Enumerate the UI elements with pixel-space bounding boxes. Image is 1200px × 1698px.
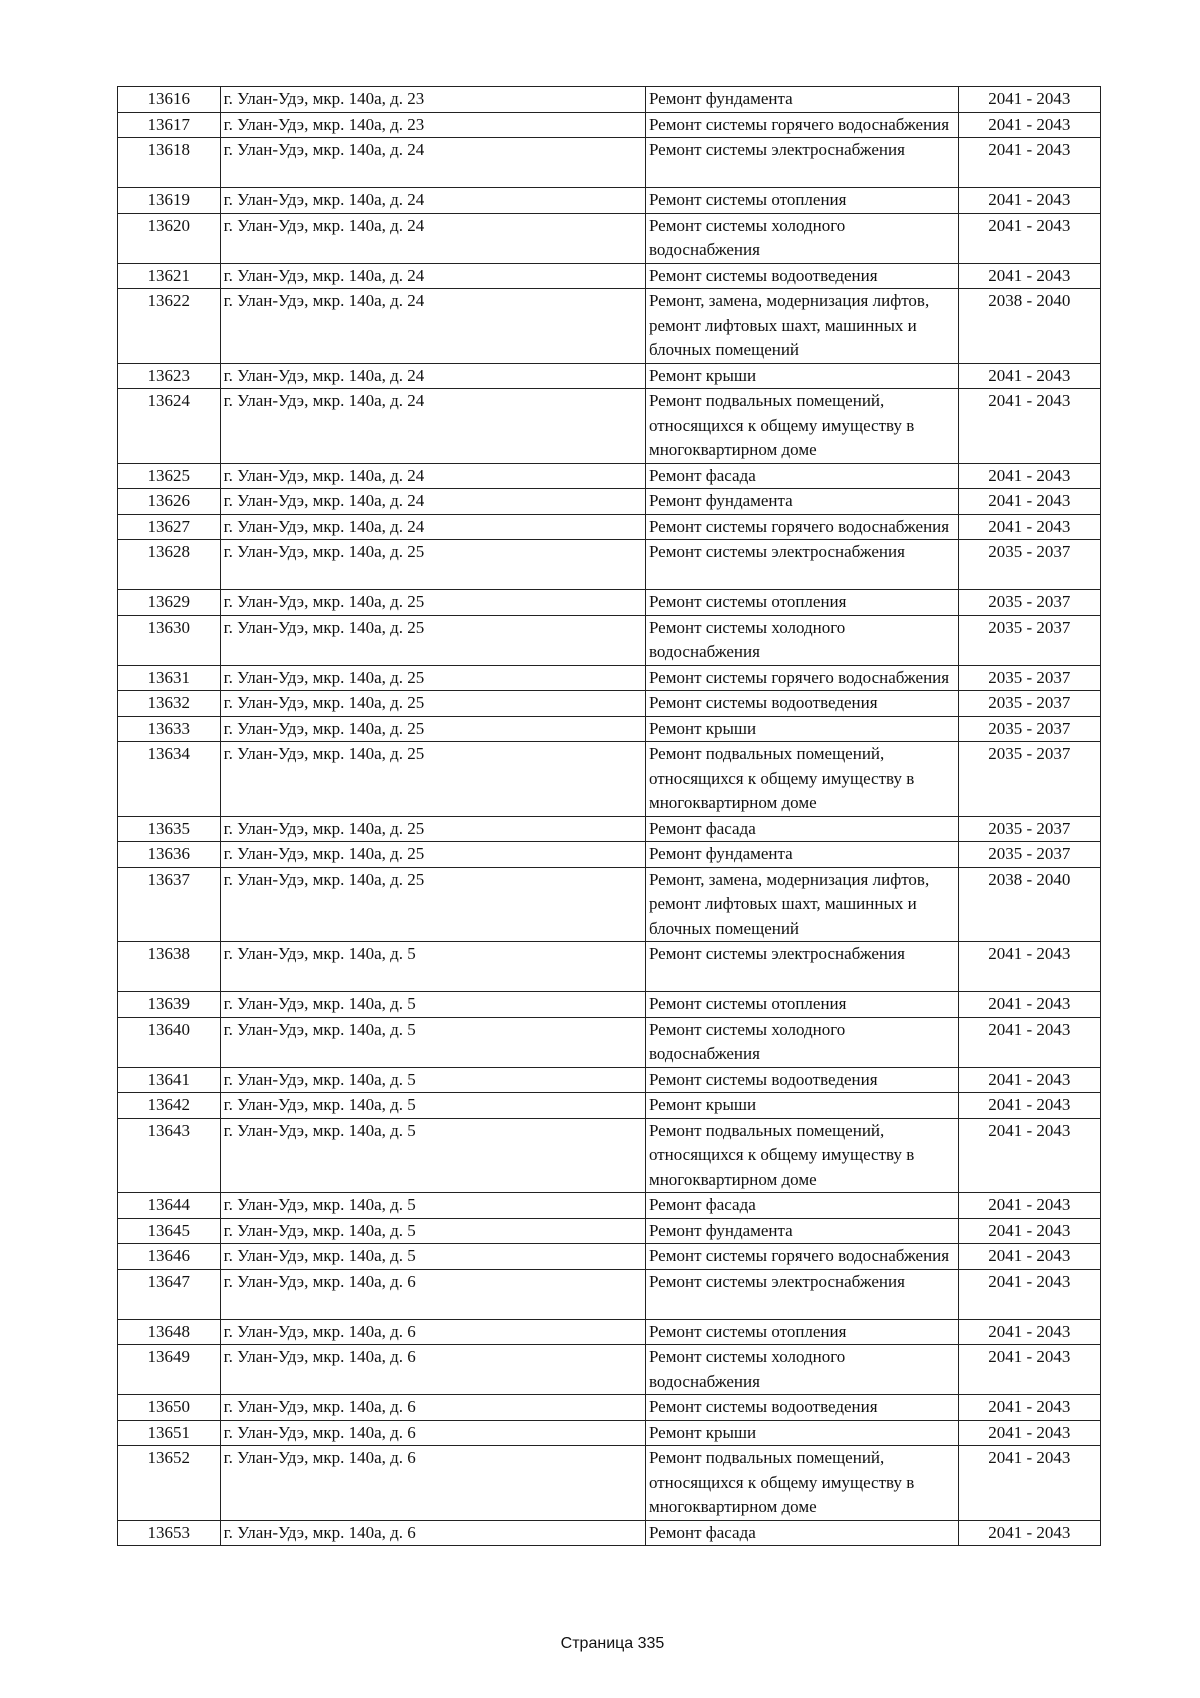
table-row [118, 1420, 1101, 1446]
period-cell: 2041 - 2043 [958, 1319, 1100, 1345]
row-number-cell: 13649 [118, 1345, 221, 1395]
row-number-cell: 13648 [118, 1319, 221, 1345]
period-cell: 2041 - 2043 [958, 138, 1100, 188]
address-cell: г. Улан-Удэ, мкр. 140а, д. 5 [220, 1244, 645, 1270]
work-type-cell: Ремонт системы холодного водоснабжения [645, 213, 958, 263]
period-cell: 2041 - 2043 [958, 489, 1100, 515]
table-row [118, 263, 1101, 289]
row-number-cell: 13638 [118, 942, 221, 992]
address-cell: г. Улан-Удэ, мкр. 140а, д. 25 [220, 816, 645, 842]
row-number-cell: 13619 [118, 188, 221, 214]
period-cell: 2035 - 2037 [958, 691, 1100, 717]
table-row [118, 942, 1101, 992]
table-row [118, 1193, 1101, 1219]
row-number-cell: 13621 [118, 263, 221, 289]
row-number-cell: 13652 [118, 1446, 221, 1521]
table-row [118, 742, 1101, 817]
table-row [118, 1395, 1101, 1421]
row-number-cell: 13629 [118, 590, 221, 616]
row-number-cell: 13633 [118, 716, 221, 742]
row-number-cell: 13640 [118, 1017, 221, 1067]
table-row [118, 716, 1101, 742]
address-cell: г. Улан-Удэ, мкр. 140а, д. 25 [220, 615, 645, 665]
row-number-cell: 13627 [118, 514, 221, 540]
address-cell: г. Улан-Удэ, мкр. 140а, д. 24 [220, 463, 645, 489]
table-row [118, 1244, 1101, 1270]
row-number-cell: 13650 [118, 1395, 221, 1421]
table-row [118, 992, 1101, 1018]
row-number-cell: 13620 [118, 213, 221, 263]
period-cell: 2041 - 2043 [958, 1269, 1100, 1319]
address-cell: г. Улан-Удэ, мкр. 140а, д. 24 [220, 363, 645, 389]
period-cell: 2041 - 2043 [958, 463, 1100, 489]
row-number-cell: 13644 [118, 1193, 221, 1219]
table-row [118, 1446, 1101, 1521]
work-type-cell: Ремонт крыши [645, 1420, 958, 1446]
work-type-cell: Ремонт системы холодного водоснабжения [645, 615, 958, 665]
row-number-cell: 13625 [118, 463, 221, 489]
work-type-cell: Ремонт фундамента [645, 1218, 958, 1244]
work-type-cell: Ремонт фасада [645, 1193, 958, 1219]
table-row [118, 540, 1101, 590]
address-cell: г. Улан-Удэ, мкр. 140а, д. 5 [220, 1067, 645, 1093]
row-number-cell: 13634 [118, 742, 221, 817]
period-cell: 2041 - 2043 [958, 87, 1100, 113]
period-cell: 2041 - 2043 [958, 263, 1100, 289]
table-row [118, 816, 1101, 842]
period-cell: 2041 - 2043 [958, 1118, 1100, 1193]
row-number-cell: 13646 [118, 1244, 221, 1270]
table-row [118, 112, 1101, 138]
period-cell: 2035 - 2037 [958, 540, 1100, 590]
address-cell: г. Улан-Удэ, мкр. 140а, д. 6 [220, 1395, 645, 1421]
address-cell: г. Улан-Удэ, мкр. 140а, д. 6 [220, 1420, 645, 1446]
work-type-cell: Ремонт системы горячего водоснабжения [645, 112, 958, 138]
repair-schedule-table [117, 86, 1101, 1546]
row-number-cell: 13643 [118, 1118, 221, 1193]
work-type-cell: Ремонт подвальных помещений, относящихся к общему имуществу в многоквартирном доме [645, 742, 958, 817]
table-row [118, 1118, 1101, 1193]
row-number-cell: 13628 [118, 540, 221, 590]
row-number-cell: 13624 [118, 389, 221, 464]
table-row [118, 87, 1101, 113]
work-type-cell: Ремонт системы водоотведения [645, 1395, 958, 1421]
table-row [118, 138, 1101, 188]
row-number-cell: 13641 [118, 1067, 221, 1093]
row-number-cell: 13622 [118, 289, 221, 364]
table-row [118, 1319, 1101, 1345]
address-cell: г. Улан-Удэ, мкр. 140а, д. 5 [220, 1017, 645, 1067]
table-row [118, 1017, 1101, 1067]
row-number-cell: 13639 [118, 992, 221, 1018]
address-cell: г. Улан-Удэ, мкр. 140а, д. 24 [220, 289, 645, 364]
work-type-cell: Ремонт системы отопления [645, 188, 958, 214]
work-type-cell: Ремонт фундамента [645, 842, 958, 868]
row-number-cell: 13636 [118, 842, 221, 868]
table-row [118, 691, 1101, 717]
period-cell: 2041 - 2043 [958, 188, 1100, 214]
period-cell: 2041 - 2043 [958, 1420, 1100, 1446]
address-cell: г. Улан-Удэ, мкр. 140а, д. 24 [220, 389, 645, 464]
table-row [118, 590, 1101, 616]
table-row [118, 514, 1101, 540]
period-cell: 2041 - 2043 [958, 942, 1100, 992]
period-cell: 2041 - 2043 [958, 1067, 1100, 1093]
row-number-cell: 13626 [118, 489, 221, 515]
period-cell: 2038 - 2040 [958, 867, 1100, 942]
work-type-cell: Ремонт крыши [645, 363, 958, 389]
period-cell: 2035 - 2037 [958, 665, 1100, 691]
table-row [118, 463, 1101, 489]
table-row [118, 615, 1101, 665]
work-type-cell: Ремонт фасада [645, 1520, 958, 1546]
period-cell: 2041 - 2043 [958, 363, 1100, 389]
table-row [118, 289, 1101, 364]
period-cell: 2041 - 2043 [958, 1017, 1100, 1067]
address-cell: г. Улан-Удэ, мкр. 140а, д. 5 [220, 1193, 645, 1219]
work-type-cell: Ремонт крыши [645, 716, 958, 742]
table-row [118, 1218, 1101, 1244]
address-cell: г. Улан-Удэ, мкр. 140а, д. 24 [220, 514, 645, 540]
row-number-cell: 13630 [118, 615, 221, 665]
period-cell: 2041 - 2043 [958, 992, 1100, 1018]
address-cell: г. Улан-Удэ, мкр. 140а, д. 5 [220, 942, 645, 992]
work-type-cell: Ремонт системы водоотведения [645, 1067, 958, 1093]
address-cell: г. Улан-Удэ, мкр. 140а, д. 25 [220, 540, 645, 590]
period-cell: 2041 - 2043 [958, 389, 1100, 464]
work-type-cell: Ремонт системы горячего водоснабжения [645, 665, 958, 691]
period-cell: 2035 - 2037 [958, 590, 1100, 616]
address-cell: г. Улан-Удэ, мкр. 140а, д. 25 [220, 665, 645, 691]
period-cell: 2041 - 2043 [958, 1395, 1100, 1421]
row-number-cell: 13631 [118, 665, 221, 691]
table-row [118, 665, 1101, 691]
period-cell: 2035 - 2037 [958, 742, 1100, 817]
work-type-cell: Ремонт системы электроснабжения [645, 1269, 958, 1319]
table-row [118, 1067, 1101, 1093]
period-cell: 2041 - 2043 [958, 514, 1100, 540]
address-cell: г. Улан-Удэ, мкр. 140а, д. 6 [220, 1446, 645, 1521]
period-cell: 2041 - 2043 [958, 213, 1100, 263]
table-row [118, 842, 1101, 868]
period-cell: 2041 - 2043 [958, 1446, 1100, 1521]
address-cell: г. Улан-Удэ, мкр. 140а, д. 23 [220, 87, 645, 113]
row-number-cell: 13618 [118, 138, 221, 188]
table-row [118, 1520, 1101, 1546]
work-type-cell: Ремонт системы электроснабжения [645, 540, 958, 590]
period-cell: 2035 - 2037 [958, 842, 1100, 868]
work-type-cell: Ремонт системы отопления [645, 1319, 958, 1345]
address-cell: г. Улан-Удэ, мкр. 140а, д. 5 [220, 1093, 645, 1119]
work-type-cell: Ремонт системы отопления [645, 590, 958, 616]
address-cell: г. Улан-Удэ, мкр. 140а, д. 5 [220, 992, 645, 1018]
address-cell: г. Улан-Удэ, мкр. 140а, д. 5 [220, 1218, 645, 1244]
period-cell: 2035 - 2037 [958, 615, 1100, 665]
period-cell: 2041 - 2043 [958, 1244, 1100, 1270]
page-number: Страница 335 [560, 1635, 665, 1652]
work-type-cell: Ремонт системы отопления [645, 992, 958, 1018]
period-cell: 2041 - 2043 [958, 1093, 1100, 1119]
row-number-cell: 13651 [118, 1420, 221, 1446]
table-row [118, 363, 1101, 389]
work-type-cell: Ремонт системы холодного водоснабжения [645, 1345, 958, 1395]
table-row [118, 1345, 1101, 1395]
table-row [118, 213, 1101, 263]
table-row [118, 489, 1101, 515]
address-cell: г. Улан-Удэ, мкр. 140а, д. 24 [220, 188, 645, 214]
period-cell: 2035 - 2037 [958, 816, 1100, 842]
address-cell: г. Улан-Удэ, мкр. 140а, д. 5 [220, 1118, 645, 1193]
period-cell: 2041 - 2043 [958, 1193, 1100, 1219]
work-type-cell: Ремонт подвальных помещений, относящихся к общему имуществу в многоквартирном доме [645, 1118, 958, 1193]
table-row [118, 188, 1101, 214]
work-type-cell: Ремонт фасада [645, 816, 958, 842]
work-type-cell: Ремонт системы холодного водоснабжения [645, 1017, 958, 1067]
address-cell: г. Улан-Удэ, мкр. 140а, д. 6 [220, 1345, 645, 1395]
work-type-cell: Ремонт системы электроснабжения [645, 942, 958, 992]
row-number-cell: 13635 [118, 816, 221, 842]
row-number-cell: 13617 [118, 112, 221, 138]
table-row [118, 1093, 1101, 1119]
address-cell: г. Улан-Удэ, мкр. 140а, д. 24 [220, 138, 645, 188]
address-cell: г. Улан-Удэ, мкр. 140а, д. 6 [220, 1319, 645, 1345]
address-cell: г. Улан-Удэ, мкр. 140а, д. 25 [220, 842, 645, 868]
period-cell: 2038 - 2040 [958, 289, 1100, 364]
address-cell: г. Улан-Удэ, мкр. 140а, д. 6 [220, 1269, 645, 1319]
work-type-cell: Ремонт, замена, модернизация лифтов, ремонт лифтовых шахт, машинных и блочных помещений [645, 867, 958, 942]
row-number-cell: 13637 [118, 867, 221, 942]
period-cell: 2041 - 2043 [958, 112, 1100, 138]
work-type-cell: Ремонт системы горячего водоснабжения [645, 514, 958, 540]
period-cell: 2041 - 2043 [958, 1520, 1100, 1546]
work-type-cell: Ремонт крыши [645, 1093, 958, 1119]
work-type-cell: Ремонт фундамента [645, 87, 958, 113]
work-type-cell: Ремонт системы электроснабжения [645, 138, 958, 188]
address-cell: г. Улан-Удэ, мкр. 140а, д. 24 [220, 213, 645, 263]
row-number-cell: 13616 [118, 87, 221, 113]
address-cell: г. Улан-Удэ, мкр. 140а, д. 25 [220, 716, 645, 742]
period-cell: 2041 - 2043 [958, 1345, 1100, 1395]
address-cell: г. Улан-Удэ, мкр. 140а, д. 25 [220, 590, 645, 616]
row-number-cell: 13623 [118, 363, 221, 389]
address-cell: г. Улан-Удэ, мкр. 140а, д. 24 [220, 489, 645, 515]
period-cell: 2035 - 2037 [958, 716, 1100, 742]
row-number-cell: 13632 [118, 691, 221, 717]
address-cell: г. Улан-Удэ, мкр. 140а, д. 6 [220, 1520, 645, 1546]
table-row [118, 1269, 1101, 1319]
address-cell: г. Улан-Удэ, мкр. 140а, д. 23 [220, 112, 645, 138]
address-cell: г. Улан-Удэ, мкр. 140а, д. 25 [220, 867, 645, 942]
work-type-cell: Ремонт системы водоотведения [645, 263, 958, 289]
address-cell: г. Улан-Удэ, мкр. 140а, д. 24 [220, 263, 645, 289]
row-number-cell: 13653 [118, 1520, 221, 1546]
address-cell: г. Улан-Удэ, мкр. 140а, д. 25 [220, 691, 645, 717]
table-body [118, 87, 1101, 1546]
work-type-cell: Ремонт подвальных помещений, относящихся к общему имуществу в многоквартирном доме [645, 1446, 958, 1521]
row-number-cell: 13647 [118, 1269, 221, 1319]
table-row [118, 389, 1101, 464]
work-type-cell: Ремонт системы горячего водоснабжения [645, 1244, 958, 1270]
work-type-cell: Ремонт фасада [645, 463, 958, 489]
row-number-cell: 13642 [118, 1093, 221, 1119]
address-cell: г. Улан-Удэ, мкр. 140а, д. 25 [220, 742, 645, 817]
table-row [118, 867, 1101, 942]
work-type-cell: Ремонт подвальных помещений, относящихся к общему имуществу в многоквартирном доме [645, 389, 958, 464]
period-cell: 2041 - 2043 [958, 1218, 1100, 1244]
work-type-cell: Ремонт фундамента [645, 489, 958, 515]
row-number-cell: 13645 [118, 1218, 221, 1244]
work-type-cell: Ремонт, замена, модернизация лифтов, ремонт лифтовых шахт, машинных и блочных помещений [645, 289, 958, 364]
work-type-cell: Ремонт системы водоотведения [645, 691, 958, 717]
